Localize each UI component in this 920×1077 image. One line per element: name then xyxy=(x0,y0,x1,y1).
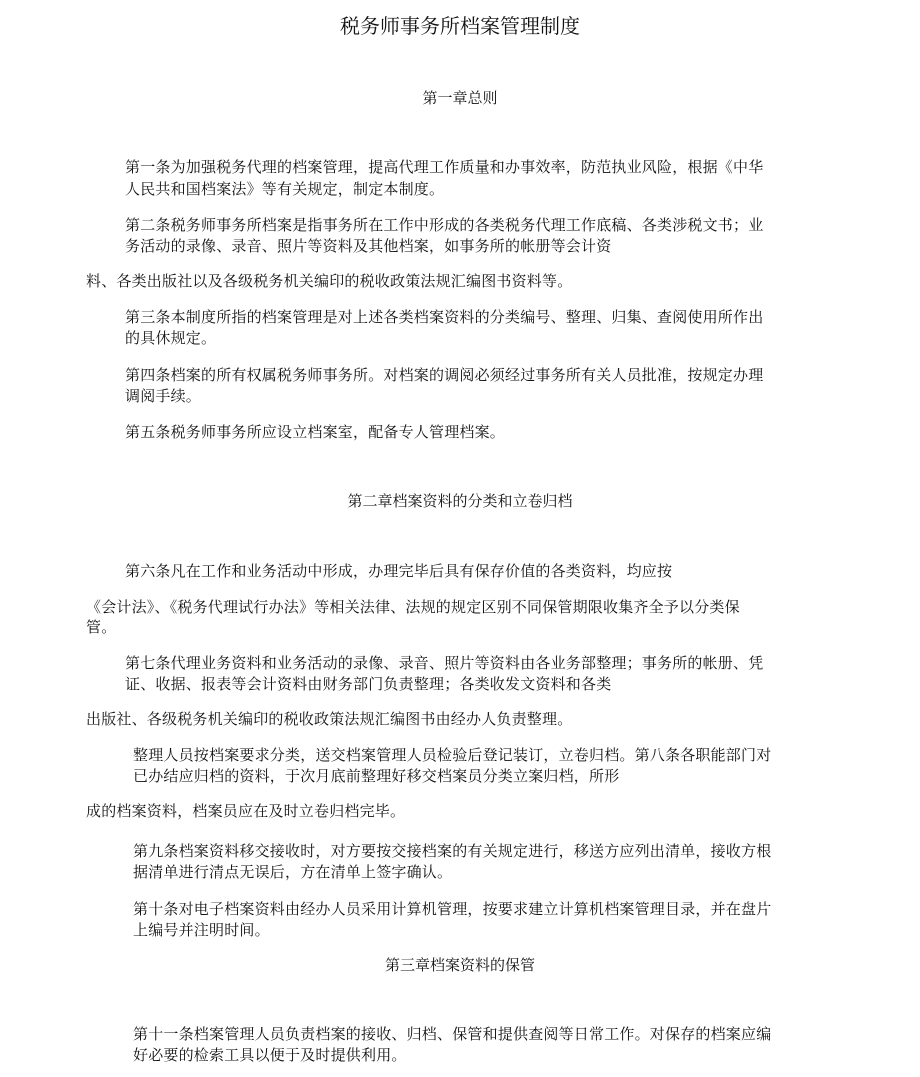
article-9-line-2: 据清单进行清点无误后，方在清单上签字确认。 xyxy=(133,863,453,881)
chapter-1-heading: 第一章总则 xyxy=(422,89,498,107)
article-6-line-2: 《会计法》、《税务代理试行办法》等相关法律、法规的规定区别不同保管期限收集齐全予以分类保 xyxy=(86,598,740,616)
chapter-2-heading: 第二章档案资料的分类和立卷归档 xyxy=(347,492,573,510)
article-2-line-3: 料、各类出版社以及各级税务机关编印的税收政策法规汇编图书资料等。 xyxy=(86,272,573,290)
article-5-line-1: 第五条税务师事务所应设立档案室，配备专人管理档案。 xyxy=(125,423,506,441)
article-3-line-2: 的具休规定。 xyxy=(125,329,217,347)
article-2-line-1: 第二条税务师事务所档案是指事务所在工作中形成的各类税务代理工作底稿、各类涉税文书；业 xyxy=(125,216,764,234)
article-8-line-3: 成的档案资料，档案员应在及时立卷归档完毕。 xyxy=(86,802,406,820)
article-8-line-2: 已办结应归档的资料，于次月底前整理好移交档案员分类立案归档，所形 xyxy=(133,767,620,785)
article-7-line-3: 出版社、各级税务机关编印的税收政策法规汇编图书由经办人负责整理。 xyxy=(86,710,573,728)
article-10-line-1: 第十条对电子档案资料由经办人员采用计算机管理，按要求建立计算机档案管理目录，并在盘片 xyxy=(133,900,772,918)
article-6-line-3: 管。 xyxy=(86,618,117,636)
article-7-line-2: 证、收据、报表等会计资料由财务部门负责整理；各类收发文资料和各类 xyxy=(125,675,612,693)
article-6-line-1: 第六条凡在工作和业务活动中形成，办理完毕后具有保存价值的各类资料，均应按 xyxy=(125,562,673,580)
chapter-3-heading: 第三章档案资料的保管 xyxy=(384,956,535,974)
article-2-line-2: 务活动的录像、录音、照片等资料及其他档案，如事务所的帐册等会计资 xyxy=(125,237,612,255)
article-4-line-1: 第四条档案的所有权属税务师事务所。对档案的调阅必须经过事务所有关人员批准，按规定办理 xyxy=(125,366,764,384)
article-1-line-2: 人民共和国档案法》等有关规定，制定本制度。 xyxy=(125,180,445,198)
article-1-line-1: 第一条为加强税务代理的档案管理，提高代理工作质量和办事效率，防范执业风险，根据《中华 xyxy=(125,158,764,176)
article-10-line-2: 上编号并注明时间。 xyxy=(133,921,270,939)
article-11-line-2: 好必要的检索工具以便于及时提供利用。 xyxy=(133,1046,407,1064)
document-title: 税务师事务所档案管理制度 xyxy=(340,14,580,38)
article-7-line-1: 第七条代理业务资料和业务活动的录像、录音、照片等资料由各业务部整理；事务所的帐册、凭 xyxy=(125,654,764,672)
article-8-line-1: 整理人员按档案要求分类，送交档案管理人员检验后登记装订，立卷归档。第八条各职能部门对 xyxy=(133,746,772,764)
article-11-line-1: 第十一条档案管理人员负责档案的接收、归档、保管和提供查阅等日常工作。对保存的档案应编 xyxy=(133,1025,772,1043)
article-3-line-1: 第三条本制度所指的档案管理是对上述各类档案资料的分类编号、整理、归集、查阅使用所作出 xyxy=(125,308,764,326)
article-4-line-2: 调阅手续。 xyxy=(125,387,202,405)
article-9-line-1: 第九条档案资料移交接收时，对方要按交接档案的有关规定进行，移送方应列出清单，接收方根 xyxy=(133,842,772,860)
